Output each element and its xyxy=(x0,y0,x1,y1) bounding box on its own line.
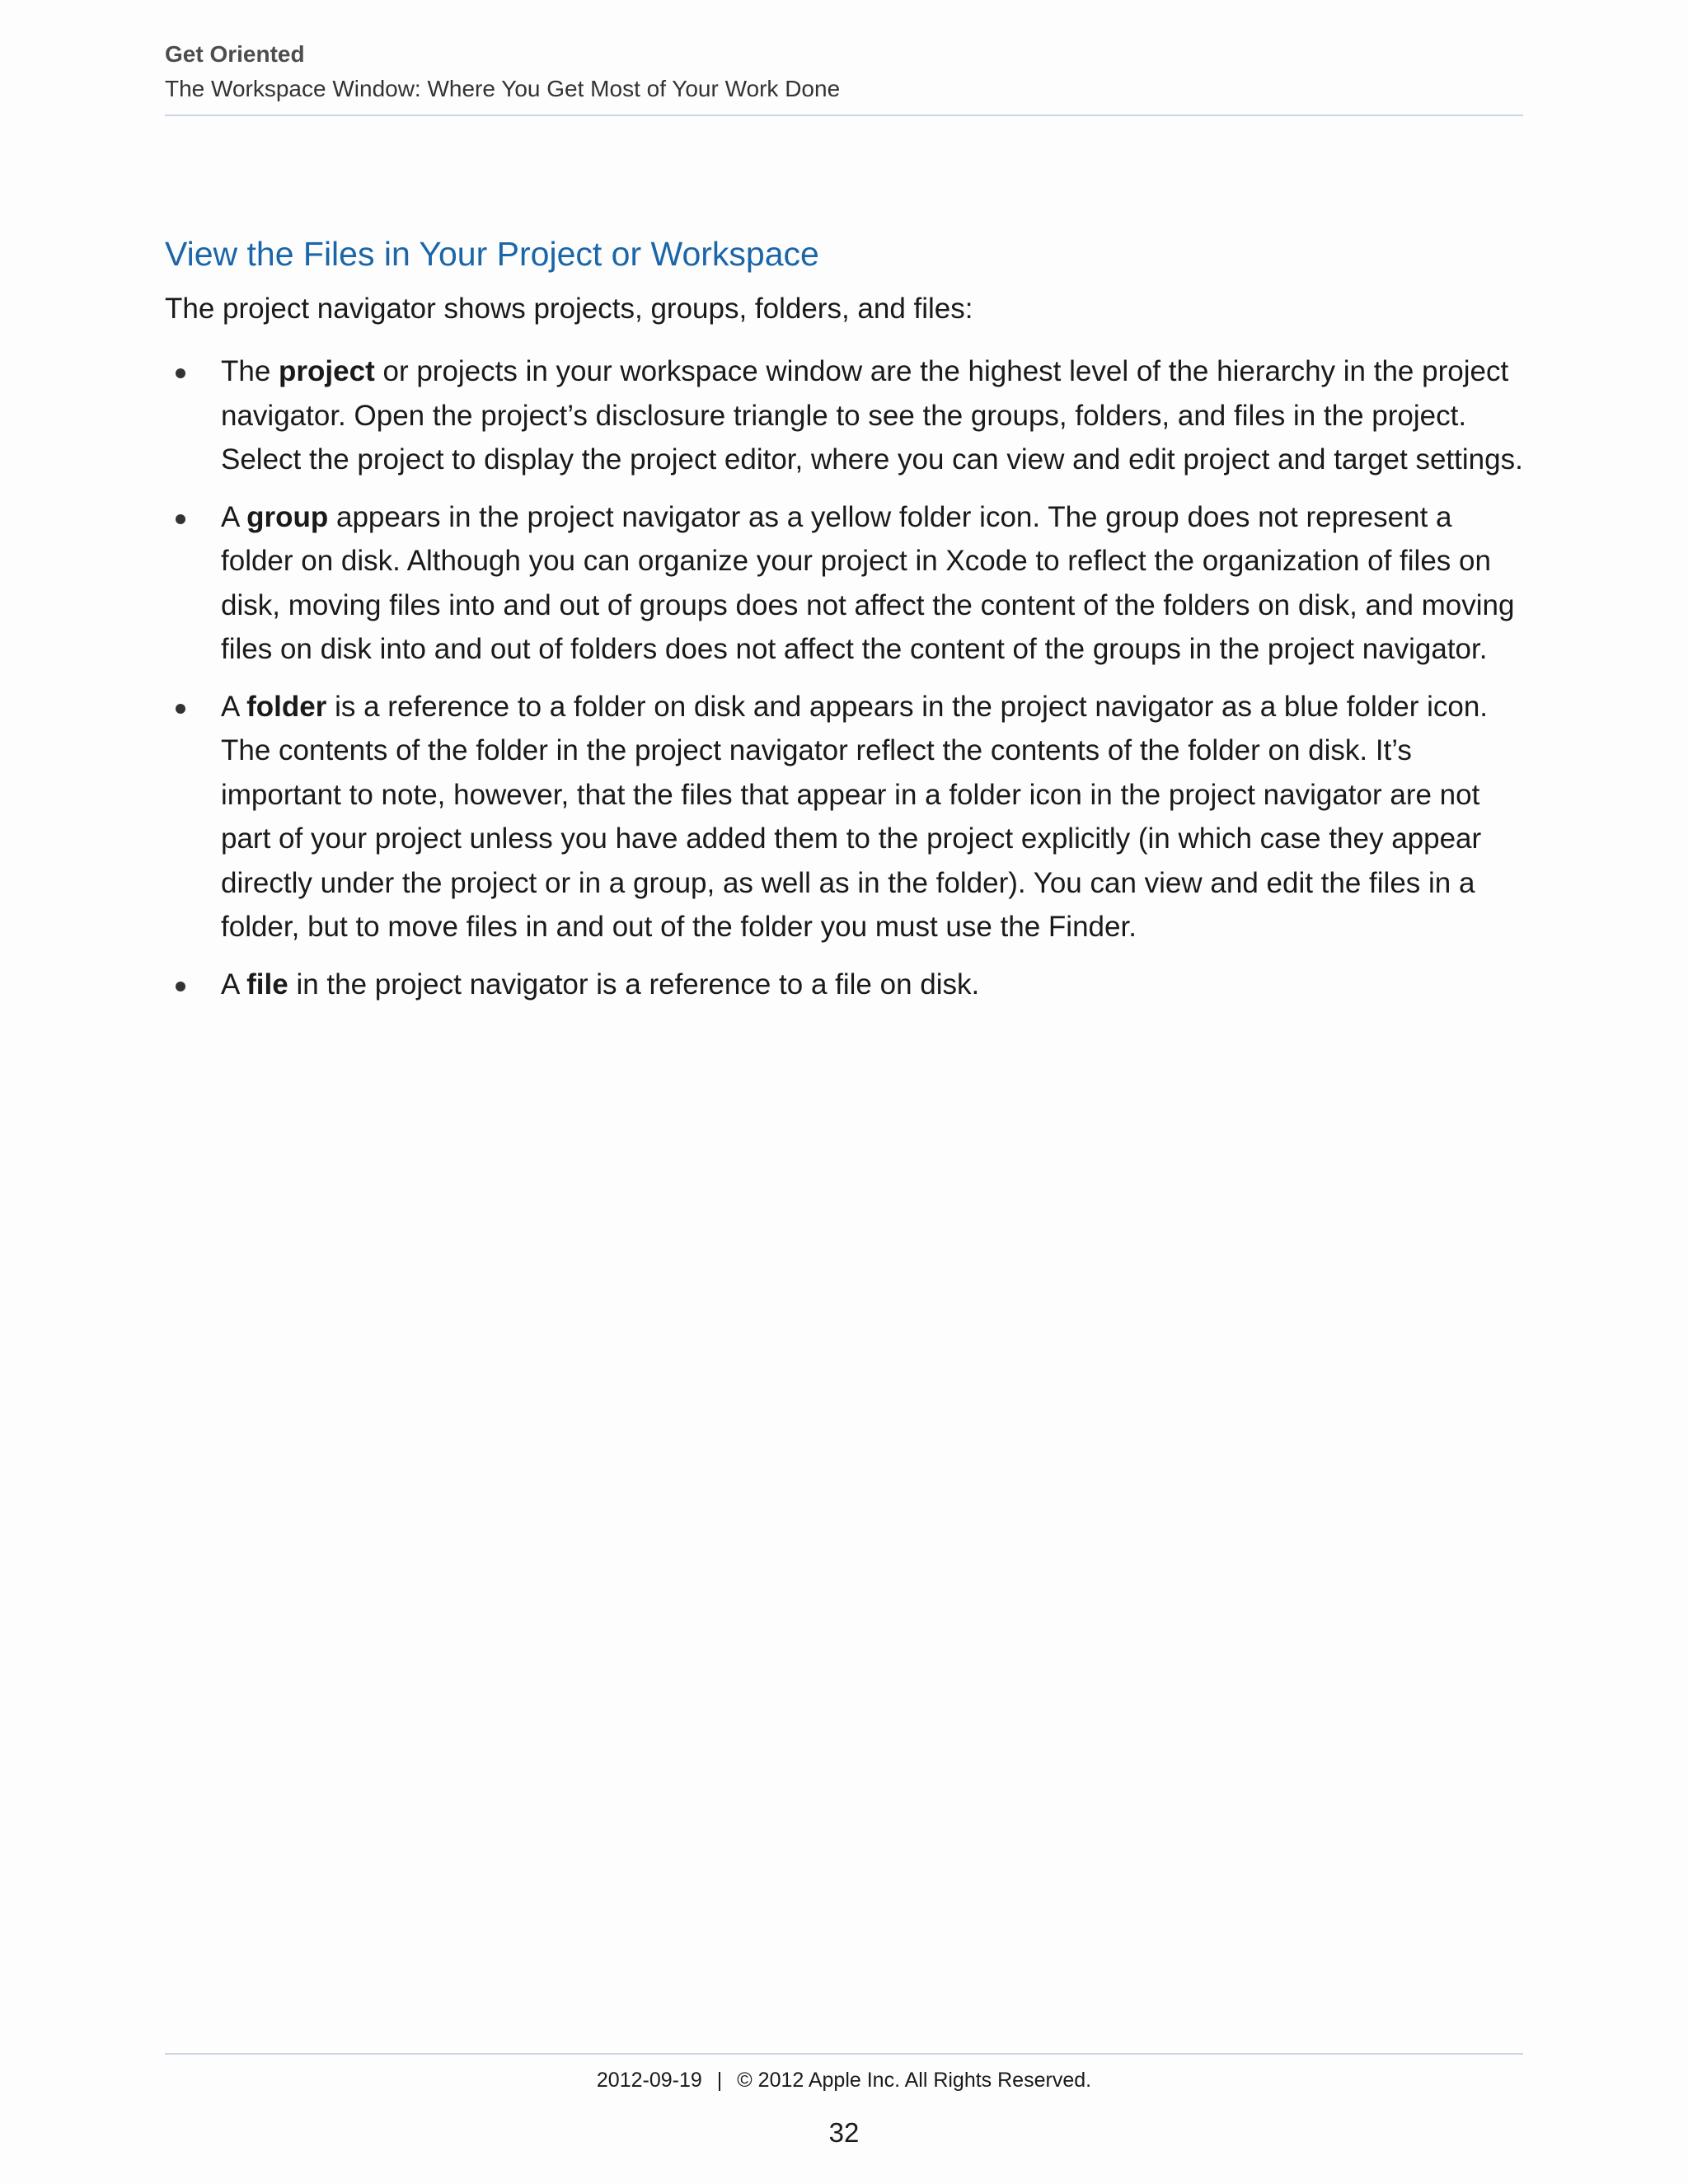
bullet-text: or projects in your workspace window are the highest level of the hierarchy in the project navigator. Open the project’s disclosure triangle to see the groups, folders, and files in the project. Select the project to display the project editor, where you can view and edit project and target settings. xyxy=(221,355,1523,476)
footer-date: 2012-09-19 xyxy=(596,2069,702,2092)
term-project: project xyxy=(279,355,375,387)
list-item-group xyxy=(165,495,1523,672)
bullet-icon xyxy=(176,982,185,991)
bullet-prefix: The xyxy=(221,355,279,387)
running-header xyxy=(165,38,1523,105)
bullet-icon xyxy=(176,368,185,378)
bullet-text: is a reference to a folder on disk and appears in the project navigator as a blue folder icon. The contents of the folder in the project navigator reflect the contents of the folder on disk. It’s important to note, however, that the files that appear in a folder icon in the project navigator are not part of your project unless you have added them to the project explicitly (in which case they appear directly under the project or in a group, as well as in the folder). You can view and edit the files in a folder, but to move files in and out of the folder you must use the Finder. xyxy=(221,690,1489,943)
bullet-text: in the project navigator is a reference to a file on disk. xyxy=(288,968,980,1001)
footer xyxy=(0,2065,1688,2095)
bullet-icon xyxy=(176,514,185,524)
page-number: 32 xyxy=(828,2117,860,2148)
term-group: group xyxy=(246,500,329,533)
chapter-title: Get Oriented xyxy=(165,41,305,67)
list-item-project xyxy=(165,349,1523,482)
page-heading: View the Files in Your Project or Workspace xyxy=(165,235,819,273)
intro-paragraph: The project navigator shows projects, groups, folders, and files: xyxy=(165,293,973,325)
footer-copyright: © 2012 Apple Inc. All Rights Reserved. xyxy=(737,2069,1092,2092)
list-item-folder xyxy=(165,685,1523,949)
header-divider xyxy=(165,115,1523,116)
bullet-prefix: A xyxy=(221,500,247,533)
list-item-file xyxy=(165,963,1523,1007)
bullet-list xyxy=(165,349,1523,1006)
bullet-prefix: A xyxy=(221,690,247,723)
section-title-header: The Workspace Window: Where You Get Most of Your Work Done xyxy=(165,76,841,101)
term-folder: folder xyxy=(246,690,327,723)
bullet-text: appears in the project navigator as a yellow folder icon. The group does not represent a folder on disk. Although you can organize your project in Xcode to reflect the organization of files on disk, moving files into and out of groups does not affect the content of the folders on disk, and moving files on disk into and out of folders does not affect the content of the groups in the project navigator. xyxy=(221,500,1515,665)
footer-separator: | xyxy=(716,2069,723,2092)
bullet-icon xyxy=(176,704,185,714)
term-file: file xyxy=(246,968,288,1001)
footer-divider xyxy=(165,2053,1523,2055)
bullet-prefix: A xyxy=(221,968,247,1001)
main-content xyxy=(165,231,1523,1019)
